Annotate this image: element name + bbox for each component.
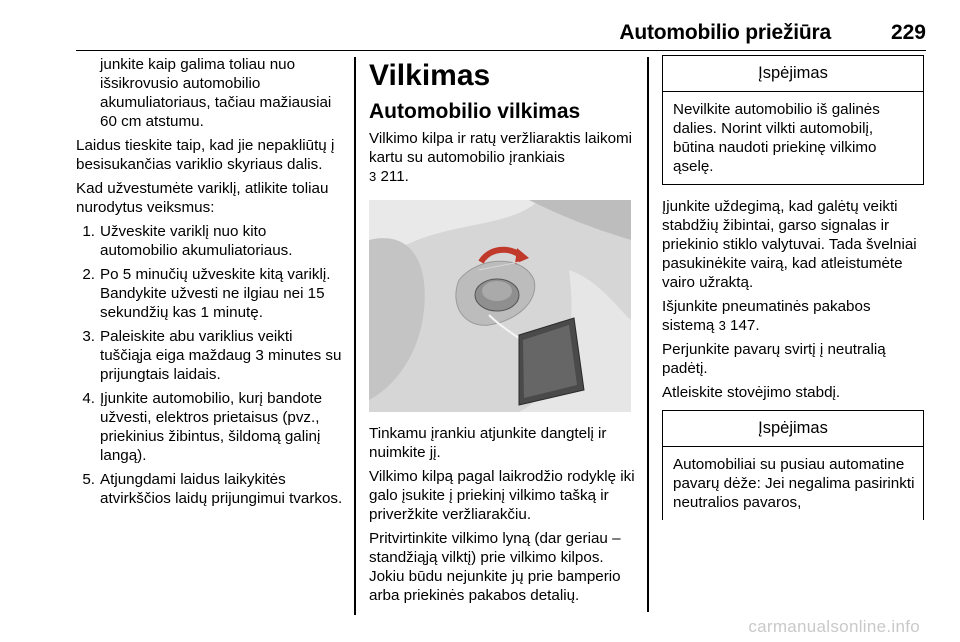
paragraph: Vilkimo kilpą pagal laikrodžio rodyklę iki galo įsukite į priekinį vilkimo tašką ir priveržkite veržliarakčiu.: [369, 468, 635, 523]
column-1: [76, 55, 348, 513]
list-item: [76, 265, 348, 322]
paragraph: Kad užvestumėte variklį, atlikite toliau nurodytus veiksmus:: [76, 180, 329, 216]
warning-title: Įspėjimas: [663, 56, 923, 92]
paragraph: [662, 297, 924, 335]
paragraph-text: Išjunkite pneumatinės pakabos sistemą: [662, 298, 871, 334]
warning-box: [662, 55, 924, 185]
column-2: [369, 55, 641, 610]
tow-eye-cover-highlight: [482, 281, 512, 301]
list-number: 5.: [82, 471, 95, 488]
paragraph: Tinkamu įrankiu atjunkite dangtelį ir nuimkite jį.: [369, 425, 607, 461]
list-text: Po 5 minučių užveskite kitą variklį. Bandykite užvesti ne ilgiau nei 15 sekundžių kas 1 minutę.: [100, 266, 331, 321]
list-item: [76, 389, 348, 465]
tow-eye-illustration-svg: [369, 200, 631, 412]
page-header: [76, 8, 926, 51]
list-number: 3.: [82, 328, 95, 345]
list-text: Atjungdami laidus laikykitės atvirkščios laidų prijungimui tvarkos.: [100, 471, 343, 507]
column-divider-1: [354, 57, 356, 615]
list-item: [76, 222, 348, 260]
list-item: [76, 470, 348, 508]
paragraph: Atleiskite stovėjimo stabdį.: [662, 384, 841, 401]
warning-title: Įspėjimas: [663, 411, 923, 447]
list-item: [76, 327, 348, 384]
paragraph: [369, 129, 641, 186]
warning-text: Automobiliai su pusiau automatine pavarų dėže: Jei negalima pasirinkti neutralios pavaros,: [673, 456, 915, 511]
list-number: 4.: [82, 390, 95, 407]
list-number: 1.: [82, 223, 95, 240]
page-ref[interactable]: 147.: [730, 317, 760, 334]
list-number: 2.: [82, 266, 95, 283]
paragraph-text: Vilkimo kilpa ir ratų veržliaraktis laikomi kartu su automobilio įrankiais: [369, 130, 633, 166]
tow-eye-illustration: [369, 200, 631, 412]
page-ref-arrow-icon: 3: [718, 318, 726, 333]
watermark: carmanualsonline.info: [748, 617, 920, 636]
list-text: Paleiskite abu variklius veikti tuščiąja eiga maždaug 3 minutes su prijungtais laidais.: [100, 328, 342, 383]
page-ref[interactable]: 211.: [380, 168, 409, 185]
list-text: Užveskite variklį nuo kito automobilio akumuliatoriaus.: [100, 223, 293, 259]
column-divider-2: [647, 57, 649, 612]
page-ref-arrow-icon: 3: [369, 169, 377, 184]
chapter-heading: Vilkimas: [369, 59, 491, 92]
paragraph: Perjunkite pavarų svirtį į neutralią padėtį.: [662, 341, 886, 377]
page-number: 229: [890, 21, 926, 44]
warning-text: Nevilkite automobilio iš galinės dalies. Norint vilkti automobilį, būtina naudoti priekinę vilkimo ąselę.: [673, 101, 880, 175]
paragraph: Įjunkite uždegimą, kad galėtų veikti stabdžių žibintai, garso signalas ir priekinio stiklo valytuvai. Tada švelniai pasukinėkite vairą, kad atleistumėte vairo užraktą.: [662, 198, 917, 291]
continued-text: junkite kaip galima toliau nuo išsikrovusio automobilio akumuliatoriaus, tačiau mažiausiai 60 cm atstumu.: [100, 56, 332, 130]
warning-box: [662, 410, 924, 520]
section-title: Automobilio priežiūra: [619, 21, 831, 44]
list-text: Įjunkite automobilio, kurį bandote užvesti, elektros prietaisus (pvz., priekinius žibintus, šildomą galinį langą).: [100, 390, 323, 464]
paragraph: Pritvirtinkite vilkimo lyną (dar geriau – standžiąją vilktį) prie vilkimo kilpos. Jokiu būdu nejunkite jų prie bamperio arba priekinės pakabos detalių.: [369, 530, 621, 604]
section-heading: Automobilio vilkimas: [369, 100, 581, 123]
column-3: [662, 55, 924, 530]
paragraph: Laidus tieskite taip, kad jie nepakliūtų į besisukančias variklio skyriaus dalis.: [76, 137, 335, 173]
